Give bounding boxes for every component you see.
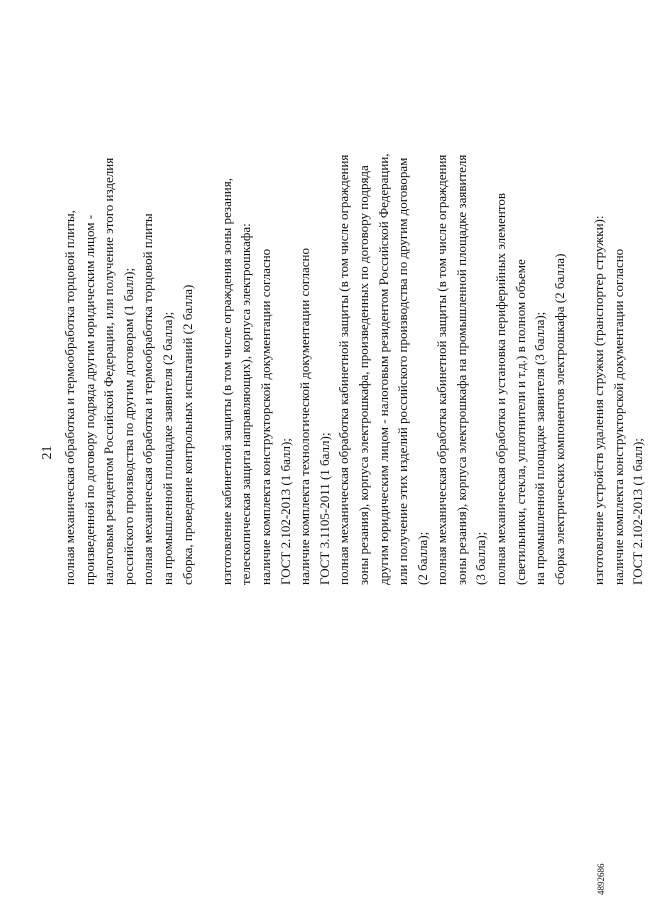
paragraph-block-1 [217, 25, 570, 585]
text-line: наличие комплекта конструкторской документации согласно [257, 248, 273, 585]
text-line: полная механическая обработка и термообработка торцовой плиты [140, 213, 156, 585]
text-line: наличие комплекта конструкторской документации согласно [610, 248, 626, 585]
text-line: налоговым резидентом Российской Федерации, или получение этого изделия [101, 157, 117, 585]
text-line: другим юридическим лицом - налоговым резидентом Российской Федерации, [375, 153, 391, 585]
text-line: ГОСТ 2.102-2013 (1 балл); [277, 438, 293, 585]
text-line: российского производства по другим договорам (1 балл); [120, 267, 136, 585]
text-line: телескопическая защита направляющих), корпуса электрошкафа: [238, 223, 254, 585]
text-line: изготовление устройств удаления стружки (транспортер стружки): [591, 215, 607, 585]
text-line: (светильники, стекла, уплотнители и т.д.) в полном объеме [512, 259, 528, 585]
document-body [60, 25, 667, 585]
document-id: 4892686 [596, 863, 606, 895]
text-line: или получение этих изделий российского производства по другим договорам [395, 157, 411, 585]
text-line: зоны резания), корпуса электрошкафа, произведенных по договору подряда [355, 165, 371, 585]
text-line: наличие комплекта технологической документации согласно [297, 248, 313, 585]
text-line: изготовление кабинетной защиты (в том числе ограждения зоны резания, [218, 178, 234, 585]
paragraph-block-2 [589, 25, 648, 585]
text-line: произведенной по договору подряда другим юридическим лицом - [81, 214, 97, 585]
text-line: зоны резания), корпуса электрошкафа на промышленной площадке заявителя [453, 154, 469, 585]
page-number: 21 [40, 445, 55, 460]
text-line: (2 балла); [414, 531, 430, 585]
text-line: ГОСТ 3.1105-2011 (1 балл); [316, 432, 332, 585]
text-line: полная механическая обработка кабинетной защиты (в том числе ограждения [434, 154, 450, 585]
text-line: на промышленной площадке заявителя (3 балла); [532, 311, 548, 585]
text-line: на промышленной площадке заявителя (2 балла); [159, 311, 175, 585]
text-line: полная механическая обработка и термообработка торцовой плиты, [62, 210, 77, 585]
text-line: (3 балла); [473, 531, 489, 585]
text-line: сборка электрических компонентов электрошкафа (2 балла) [551, 253, 567, 585]
text-line: полная механическая обработка кабинетной защиты (в том числе ограждения [336, 154, 352, 585]
text-line: полная механическая обработка и установка периферийных элементов [493, 193, 509, 585]
text-line: ГОСТ 2.102-2013 (1 балл); [630, 438, 646, 585]
paragraph-block-0 [60, 25, 197, 585]
text-line: сборка, проведение контрольных испытаний (2 балла) [179, 284, 195, 585]
